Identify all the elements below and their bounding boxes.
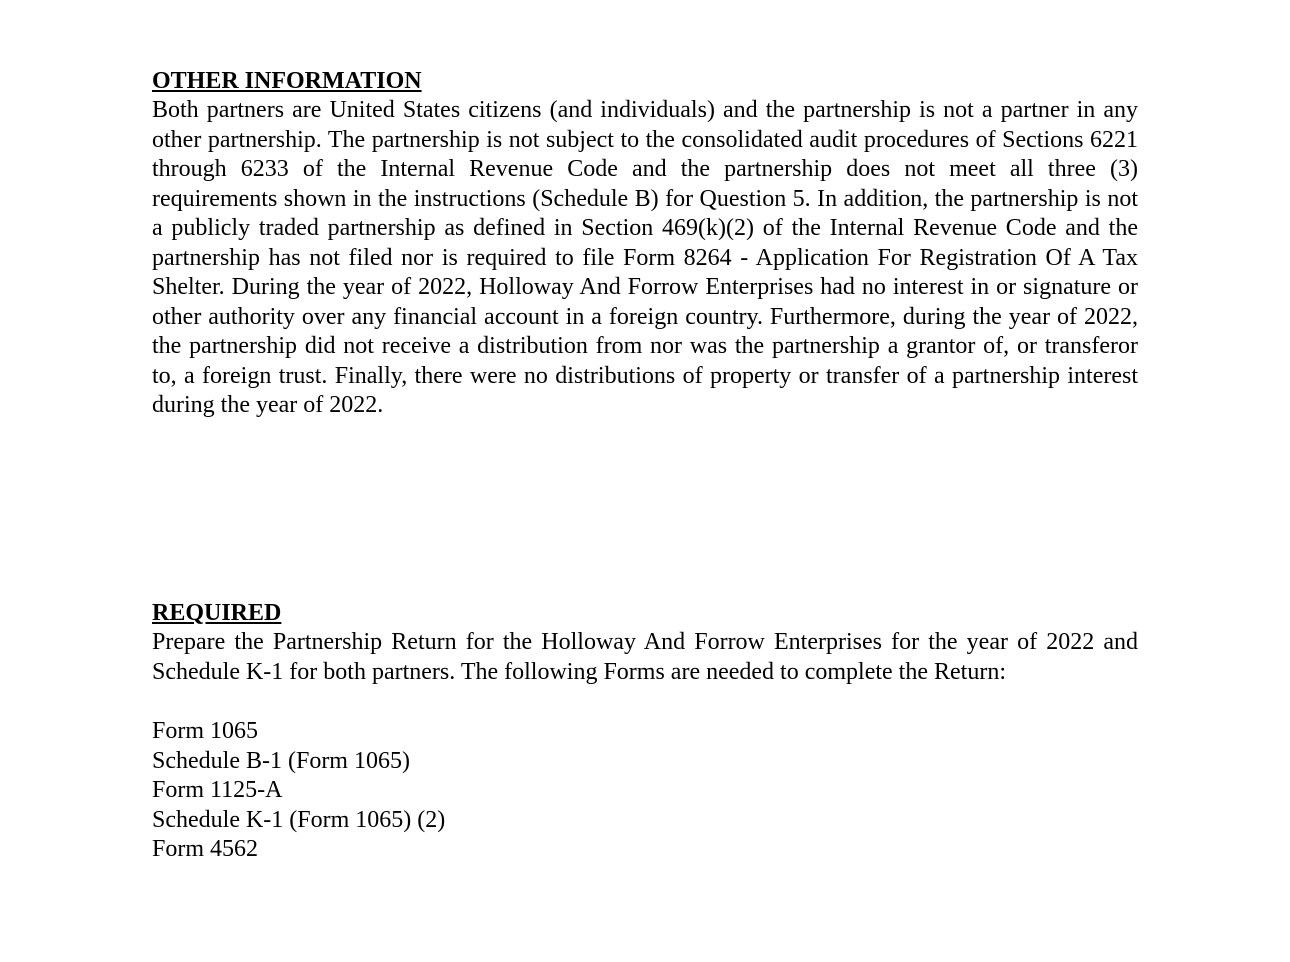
form-list-item: Form 1065: [152, 718, 259, 744]
forms-list: [152, 717, 1138, 865]
other-information-section: [152, 66, 1138, 421]
required-paragraph: Prepare the Partnership Return for the Holloway And Forrow Enterprises for the year of 2022 and Schedule K-1 for both partners. The following Forms are needed to complete the Return:: [152, 629, 1138, 685]
form-list-item: Schedule B-1 (Form 1065): [152, 747, 410, 774]
required-section: [152, 598, 1138, 865]
document-page: [152, 66, 1138, 863]
other-information-paragraph: Both partners are United States citizens (and individuals) and the partnership is not a partner in any other partnership. The partnership is not subject to the consolidated audit procedures of Sections 6221 through 6233 of the Internal Revenue Code and the partnership does not meet all three (3) requirements shown in the instructions (Schedule B) for Question 5. In addition, the partnership is not a publicly traded partnership as defined in Section 469(k)(2) of the Internal Revenue Code and the partnership has not filed nor is required to file Form 8264 - Application For Registration Of A Tax Shelter. During the year of 2022, Holloway And Forrow Enterprises had no interest in or signature or other authority over any financial account in a foreign country. Furthermore, during the year of 2022, the partnership did not receive a distribution from nor was the partnership a grantor of, or transferor to, a foreign trust. Finally, there were no distributions of property or transfer of a partnership interest during the year of 2022.: [152, 97, 1138, 418]
form-list-item: Schedule K-1 (Form 1065) (2): [152, 806, 446, 833]
other-information-heading: OTHER INFORMATION: [152, 68, 422, 94]
form-list-item: Form 4562: [152, 836, 259, 863]
form-list-item: Form 1125-A: [152, 777, 283, 804]
required-heading: REQUIRED: [152, 600, 282, 626]
